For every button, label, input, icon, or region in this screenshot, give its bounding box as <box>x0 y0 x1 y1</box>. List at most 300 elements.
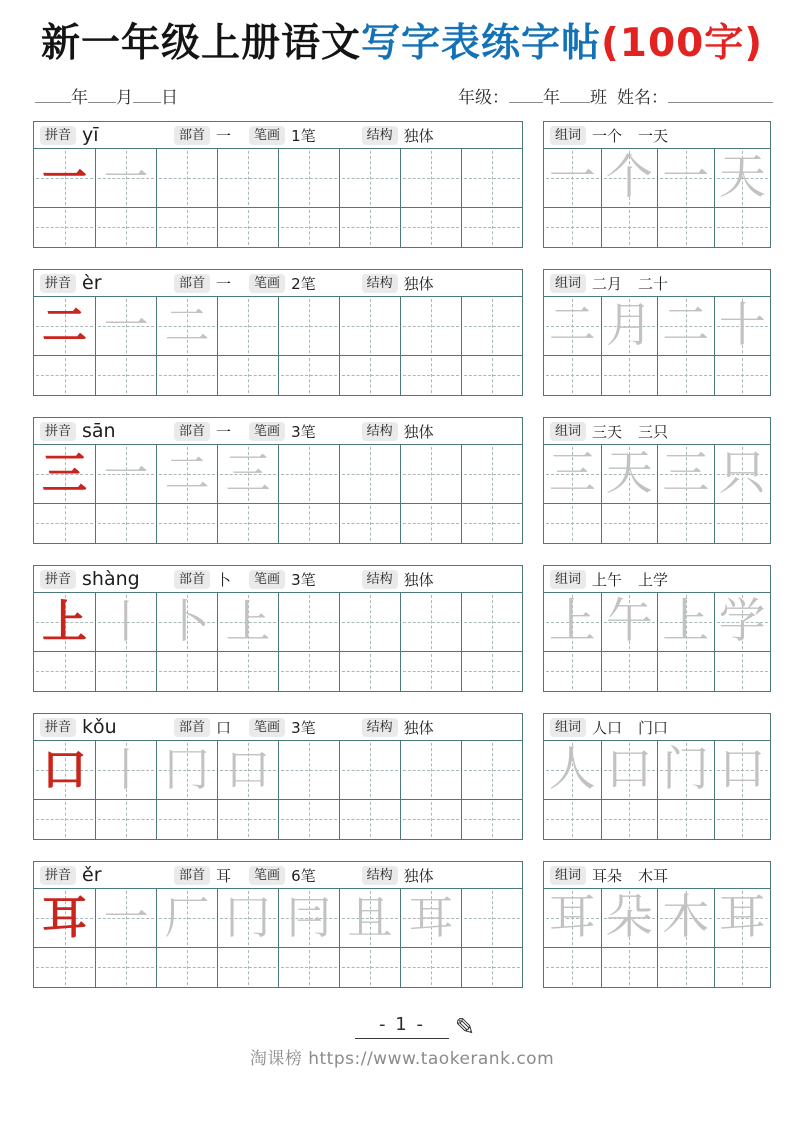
grid-cell <box>95 149 156 207</box>
year-label: 年 <box>71 87 88 108</box>
grid-cell <box>657 208 714 247</box>
grid-cell <box>400 800 461 839</box>
grid-cell <box>714 593 771 651</box>
grid-cell <box>95 356 156 395</box>
words-tag: 组词 <box>550 274 586 293</box>
grid-cell <box>339 356 400 395</box>
blank-line-grade <box>509 85 543 103</box>
trace-character: 三 <box>225 447 271 501</box>
grid-cell <box>278 652 339 691</box>
grid-cell <box>278 504 339 543</box>
grid-cell <box>601 593 658 651</box>
grid-cell <box>657 889 714 947</box>
words-tag: 组词 <box>550 570 586 589</box>
grid-cell <box>156 889 217 947</box>
trace-character: 冂 <box>164 743 210 797</box>
word-card-header <box>544 862 770 888</box>
structure-tag: 结构 <box>362 126 398 145</box>
word-value: 二十 <box>638 274 669 293</box>
character-cell-row <box>544 888 770 947</box>
grid-cell <box>400 652 461 691</box>
grid-cell <box>95 948 156 987</box>
character-cell-row <box>34 148 522 207</box>
grid-cell <box>714 356 771 395</box>
grid-cell <box>601 948 658 987</box>
trace-character: 一 <box>662 150 710 206</box>
grid-cell <box>657 297 714 355</box>
grid-cell <box>95 593 156 651</box>
trace-character: 上 <box>548 594 596 650</box>
grid-cell <box>714 445 771 503</box>
grid-cell <box>34 948 95 987</box>
grid-cell <box>714 800 771 839</box>
practice-cell-row <box>34 503 522 543</box>
strokes-tag: 笔画 <box>249 718 285 737</box>
grid-cell <box>601 149 658 207</box>
practice-card-header <box>34 714 522 740</box>
grid-cell <box>461 948 522 987</box>
pinyin-value: sān <box>82 420 116 443</box>
title-blue-part: 写字表练字帖 <box>360 21 601 66</box>
grid-cell <box>156 445 217 503</box>
practice-row <box>33 565 771 692</box>
trace-character: 二 <box>164 299 210 353</box>
words-tag: 组词 <box>550 718 586 737</box>
example-character: 一 <box>41 151 87 205</box>
radical-value: 口 <box>216 718 232 737</box>
radical-tag: 部首 <box>174 126 210 145</box>
grid-cell <box>34 652 95 691</box>
grid-cell <box>601 297 658 355</box>
word-value: 上学 <box>638 570 669 589</box>
character-cell-row <box>544 296 770 355</box>
practice-row <box>33 269 771 396</box>
pinyin-value: kǒu <box>82 716 117 739</box>
day-label: 日 <box>161 87 178 108</box>
structure-tag: 结构 <box>362 866 398 885</box>
example-character: 二 <box>41 299 87 353</box>
grid-cell <box>217 149 278 207</box>
grid-cell <box>217 445 278 503</box>
grid-cell <box>339 889 400 947</box>
grid-cell <box>714 889 771 947</box>
radical-tag: 部首 <box>174 422 210 441</box>
grid-cell <box>278 800 339 839</box>
page-footer <box>33 1014 771 1069</box>
practice-card-header <box>34 862 522 888</box>
trace-character: 只 <box>718 446 766 502</box>
trace-character: 上 <box>225 595 271 649</box>
word-value: 耳朵 <box>592 866 623 885</box>
trace-character: 二 <box>548 298 596 354</box>
grid-cell <box>714 741 771 799</box>
grid-cell <box>217 593 278 651</box>
grid-cell <box>714 504 771 543</box>
grid-cell <box>544 149 601 207</box>
trace-character: 一 <box>548 150 596 206</box>
grid-cell <box>544 504 601 543</box>
grid-cell <box>156 741 217 799</box>
grid-cell <box>278 889 339 947</box>
pinyin-tag: 拼音 <box>40 570 76 589</box>
page-number: - 1 - <box>355 1014 449 1039</box>
grid-cell <box>34 297 95 355</box>
grid-cell <box>156 800 217 839</box>
trace-character: 个 <box>605 150 653 206</box>
date-fields <box>35 83 178 108</box>
structure-tag: 结构 <box>362 422 398 441</box>
trace-character: 耳 <box>548 890 596 946</box>
strokes-value: 2笔 <box>291 274 316 293</box>
grid-cell <box>400 741 461 799</box>
grid-cell <box>34 800 95 839</box>
grid-cell <box>601 356 658 395</box>
character-practice-card <box>33 861 523 988</box>
strokes-tag: 笔画 <box>249 274 285 293</box>
trace-character: 三 <box>662 446 710 502</box>
grid-cell <box>601 652 658 691</box>
grid-cell <box>657 593 714 651</box>
grid-cell <box>544 445 601 503</box>
example-character: 口 <box>41 743 87 797</box>
grid-cell <box>217 208 278 247</box>
strokes-tag: 笔画 <box>249 422 285 441</box>
grid-cell <box>714 652 771 691</box>
grid-cell <box>34 593 95 651</box>
radical-tag: 部首 <box>174 866 210 885</box>
practice-cell-row <box>544 355 770 395</box>
grid-cell <box>339 593 400 651</box>
grid-cell <box>156 504 217 543</box>
grid-cell <box>544 652 601 691</box>
character-cell-row <box>544 148 770 207</box>
strokes-tag: 笔画 <box>249 866 285 885</box>
trace-character: 一 <box>103 447 149 501</box>
grid-cell <box>278 208 339 247</box>
structure-tag: 结构 <box>362 570 398 589</box>
words-tag: 组词 <box>550 866 586 885</box>
date-line <box>35 83 773 108</box>
grid-cell <box>34 208 95 247</box>
practice-cell-row <box>34 207 522 247</box>
grid-cell <box>217 504 278 543</box>
trace-character: 二 <box>164 447 210 501</box>
grid-cell <box>714 149 771 207</box>
trace-character: 天 <box>718 150 766 206</box>
grid-cell <box>657 948 714 987</box>
example-character: 耳 <box>41 891 87 945</box>
strokes-value: 3笔 <box>291 422 316 441</box>
practice-row <box>33 861 771 988</box>
practice-cell-row <box>34 947 522 987</box>
structure-value: 独体 <box>403 274 434 293</box>
grid-cell <box>461 504 522 543</box>
structure-value: 独体 <box>403 718 434 737</box>
words-tag: 组词 <box>550 422 586 441</box>
practice-row <box>33 121 771 248</box>
blank-line-class <box>560 85 590 103</box>
character-practice-card <box>33 121 523 248</box>
trace-character: 口 <box>605 742 653 798</box>
strokes-value: 1笔 <box>291 126 316 145</box>
structure-value: 独体 <box>403 422 434 441</box>
grid-cell <box>544 593 601 651</box>
grid-cell <box>34 741 95 799</box>
grid-cell <box>601 504 658 543</box>
grid-cell <box>544 208 601 247</box>
structure-value: 独体 <box>403 126 434 145</box>
grid-cell <box>339 504 400 543</box>
grid-cell <box>714 948 771 987</box>
character-practice-card <box>33 269 523 396</box>
strokes-value: 3笔 <box>291 570 316 589</box>
grid-cell <box>217 889 278 947</box>
pinyin-tag: 拼音 <box>40 422 76 441</box>
blank-line-year <box>35 85 71 103</box>
word-practice-card <box>543 861 771 988</box>
site-credit: 淘课榜 https://www.taokerank.com <box>249 1048 555 1069</box>
grid-cell <box>400 593 461 651</box>
word-card-header <box>544 418 770 444</box>
page-title <box>33 22 771 67</box>
blank-line-name <box>668 85 773 103</box>
character-cell-row <box>544 740 770 799</box>
grid-cell <box>34 149 95 207</box>
word-card-header <box>544 714 770 740</box>
grid-cell <box>400 948 461 987</box>
example-character: 上 <box>41 595 87 649</box>
grid-cell <box>544 297 601 355</box>
grid-cell <box>461 593 522 651</box>
grade-name-fields <box>458 83 773 108</box>
grid-cell <box>657 800 714 839</box>
practice-cell-row <box>34 799 522 839</box>
trace-character: 耳 <box>408 891 454 945</box>
grid-cell <box>95 504 156 543</box>
blank-line-day <box>133 85 161 103</box>
name-label: 姓名： <box>617 87 668 108</box>
grid-cell <box>400 208 461 247</box>
practice-card-header <box>34 418 522 444</box>
radical-value: 卜 <box>216 570 232 589</box>
grid-cell <box>400 445 461 503</box>
grid-cell <box>601 800 658 839</box>
grid-cell <box>461 297 522 355</box>
grid-cell <box>95 445 156 503</box>
word-practice-card <box>543 269 771 396</box>
trace-character: 月 <box>605 298 653 354</box>
strokes-tag: 笔画 <box>249 126 285 145</box>
grid-cell <box>156 356 217 395</box>
grid-cell <box>95 741 156 799</box>
grid-cell <box>544 948 601 987</box>
trace-character: 冂 <box>225 891 271 945</box>
trace-character: 午 <box>605 594 653 650</box>
character-cell-row <box>34 888 522 947</box>
words-tag: 组词 <box>550 126 586 145</box>
trace-character: 且 <box>347 891 393 945</box>
radical-value: 耳 <box>216 866 232 885</box>
character-practice-card <box>33 713 523 840</box>
grid-cell <box>461 800 522 839</box>
practice-card-header <box>34 122 522 148</box>
radical-value: 一 <box>216 126 232 145</box>
grid-cell <box>217 948 278 987</box>
grid-cell <box>544 800 601 839</box>
word-value: 人口 <box>592 718 623 737</box>
word-card-header <box>544 122 770 148</box>
grid-cell <box>217 741 278 799</box>
grid-cell <box>95 652 156 691</box>
grid-cell <box>95 889 156 947</box>
grid-cell <box>544 356 601 395</box>
strokes-tag: 笔画 <box>249 570 285 589</box>
trace-character: 二 <box>662 298 710 354</box>
grid-cell <box>156 593 217 651</box>
word-card-header <box>544 270 770 296</box>
grid-cell <box>461 652 522 691</box>
character-cell-row <box>544 592 770 651</box>
grid-cell <box>278 445 339 503</box>
grid-cell <box>217 652 278 691</box>
trace-character: 门 <box>662 742 710 798</box>
grid-cell <box>339 741 400 799</box>
grid-cell <box>657 652 714 691</box>
practice-cell-row <box>544 207 770 247</box>
grid-cell <box>278 356 339 395</box>
pencil-icon: ✎ <box>454 1012 475 1041</box>
radical-tag: 部首 <box>174 718 210 737</box>
pinyin-value: yī <box>82 124 99 147</box>
grid-cell <box>400 889 461 947</box>
trace-character: 三 <box>548 446 596 502</box>
trace-character: 冃 <box>286 891 332 945</box>
practice-cell-row <box>544 651 770 691</box>
trace-character: 丨 <box>103 595 149 649</box>
grid-cell <box>156 149 217 207</box>
pinyin-tag: 拼音 <box>40 866 76 885</box>
grid-cell <box>156 208 217 247</box>
grid-cell <box>278 741 339 799</box>
word-value: 三天 <box>592 422 623 441</box>
grid-cell <box>714 297 771 355</box>
trace-character: 十 <box>718 298 766 354</box>
grid-cell <box>95 208 156 247</box>
practice-cell-row <box>544 799 770 839</box>
grid-cell <box>217 356 278 395</box>
structure-value: 独体 <box>403 866 434 885</box>
grid-cell <box>95 800 156 839</box>
page-number-wrap <box>355 1012 475 1041</box>
radical-tag: 部首 <box>174 570 210 589</box>
grid-cell <box>156 297 217 355</box>
grid-cell <box>461 208 522 247</box>
trace-character: 厂 <box>164 891 210 945</box>
trace-character: 上 <box>662 594 710 650</box>
grid-cell <box>657 504 714 543</box>
title-black-part: 新一年级上册语文 <box>40 21 361 66</box>
character-cell-row <box>34 592 522 651</box>
grid-cell <box>657 356 714 395</box>
grid-cell <box>339 208 400 247</box>
grid-cell <box>714 208 771 247</box>
trace-character: 一 <box>103 891 149 945</box>
grid-cell <box>461 741 522 799</box>
class-unit-label: 班 <box>590 87 607 108</box>
pinyin-tag: 拼音 <box>40 718 76 737</box>
character-cell-row <box>34 444 522 503</box>
grid-cell <box>95 297 156 355</box>
word-value: 三只 <box>638 422 669 441</box>
grid-cell <box>601 889 658 947</box>
trace-character: 口 <box>225 743 271 797</box>
pinyin-value: èr <box>82 272 102 295</box>
practice-row <box>33 417 771 544</box>
word-practice-card <box>543 121 771 248</box>
trace-character: 丨 <box>103 743 149 797</box>
blank-line-month <box>88 85 116 103</box>
grid-cell <box>34 445 95 503</box>
practice-cell-row <box>544 947 770 987</box>
grid-cell <box>217 800 278 839</box>
grid-cell <box>156 652 217 691</box>
practice-cell-row <box>34 355 522 395</box>
practice-card-header <box>34 270 522 296</box>
word-card-header <box>544 566 770 592</box>
structure-tag: 结构 <box>362 718 398 737</box>
month-label: 月 <box>116 87 133 108</box>
grid-cell <box>400 149 461 207</box>
grid-cell <box>156 948 217 987</box>
grid-cell <box>34 504 95 543</box>
grid-cell <box>339 800 400 839</box>
character-cell-row <box>34 740 522 799</box>
grid-cell <box>657 149 714 207</box>
grid-cell <box>601 208 658 247</box>
practice-cell-row <box>34 651 522 691</box>
trace-character: 耳 <box>718 890 766 946</box>
grid-cell <box>400 356 461 395</box>
radical-tag: 部首 <box>174 274 210 293</box>
structure-tag: 结构 <box>362 274 398 293</box>
grid-cell <box>461 445 522 503</box>
word-practice-card <box>543 417 771 544</box>
grid-cell <box>217 297 278 355</box>
word-value: 一个 <box>592 126 623 145</box>
character-cell-row <box>544 444 770 503</box>
grid-cell <box>278 149 339 207</box>
grid-cell <box>544 741 601 799</box>
grid-cell <box>657 741 714 799</box>
pinyin-value: shàng <box>82 568 140 591</box>
grid-cell <box>278 297 339 355</box>
grid-cell <box>339 948 400 987</box>
pinyin-tag: 拼音 <box>40 274 76 293</box>
word-value: 门口 <box>638 718 669 737</box>
trace-character: 口 <box>718 742 766 798</box>
practice-row <box>33 713 771 840</box>
grid-cell <box>339 149 400 207</box>
character-cell-row <box>34 296 522 355</box>
trace-character: 学 <box>718 594 766 650</box>
example-character: 三 <box>41 447 87 501</box>
grid-cell <box>278 593 339 651</box>
grid-cell <box>461 889 522 947</box>
practice-card-header <box>34 566 522 592</box>
word-value: 一天 <box>638 126 669 145</box>
word-value: 二月 <box>592 274 623 293</box>
grid-cell <box>544 889 601 947</box>
